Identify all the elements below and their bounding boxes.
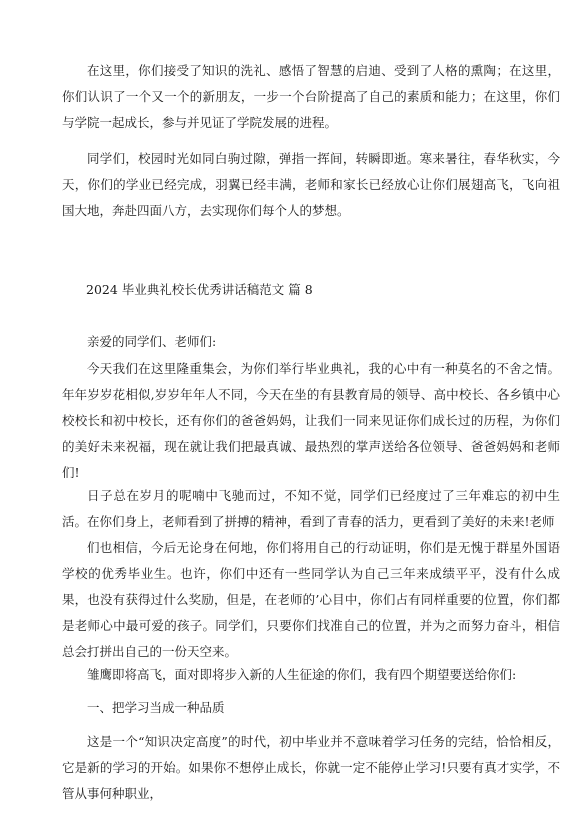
paragraph-5: 们也相信，今后无论身在何地，你们将用自己的行动证明，你们是无愧于群星外国语学校的优秀毕业生。也许，你们中还有一些同学认为自己三年来成绩平平，没有什么成果，也没有获得过什么奖励，但是，在老师的’心目中，你们占有同样重要的位置，你们都是老师心中最可爱的孩子。同学们，只要你们找准自己的位置，并为之而努力奋斗，相信总会打拼出自己的一份天空来。 xyxy=(62,540,560,659)
paragraph-7: 这是一个“知识决定高度”的时代，初中毕业并不意味着学习任务的完结，恰恰相反，它是新的学习的开始。如果你不想停止成长，你就一定不能停止学习!只要有真才实学，不管从事何种职业， xyxy=(62,734,560,801)
section-title: 2024 毕业典礼校长优秀讲话稿范文 篇 8 xyxy=(86,282,313,297)
paragraph-2: 同学们，校园时光如同白驹过隙，弹指一挥间，转瞬即逝。寒来暑往，春华秋实，今天，你们的学业已经完成，羽翼已经丰满，老师和家长已经放心让你们展翅高飞，飞向祖国大地，奔赴四面八方，去实现你们每个人的梦想。 xyxy=(62,151,560,218)
paragraph-4: 日子总在岁月的呢喃中飞驰而过，不知不觉，同学们已经度过了三年难忘的初中生活。在你们身上，老师看到了拼搏的精神，看到了青春的活力，更看到了美好的未来!老师 xyxy=(62,488,560,529)
paragraph-6: 雏鹰即将高飞，面对即将步入新的人生征途的你们，我有四个期望要送给你们: xyxy=(87,667,517,682)
paragraph-3: 今天我们在这里隆重集会，为你们举行毕业典礼，我的心中有一种莫名的不舍之情。年年岁岁花相似,岁岁年年人不同，今天在坐的有县教育局的领导、高中校长、各乡镇中心校校长和初中校长，还有你们的爸爸妈妈，让我们一同来见证你们成长过的历程，为你们的美好未来祝福，现在就让我们把最真诚、最热烈的掌声送给各位领导、爸爸妈妈和老师们! xyxy=(62,361,560,480)
greeting-line: 亲爱的同学们、老师们: xyxy=(87,334,217,349)
heading-1: 一、把学习当成一种品质 xyxy=(87,700,225,715)
paragraph-1: 在这里，你们接受了知识的洗礼、感悟了智慧的启迪、受到了人格的熏陶；在这里，你们认识了一个又一个的新朋友，一步一个台阶提高了自己的素质和能力；在这里，你们与学院一起成长，参与并见证了学院发展的进程。 xyxy=(62,63,560,130)
